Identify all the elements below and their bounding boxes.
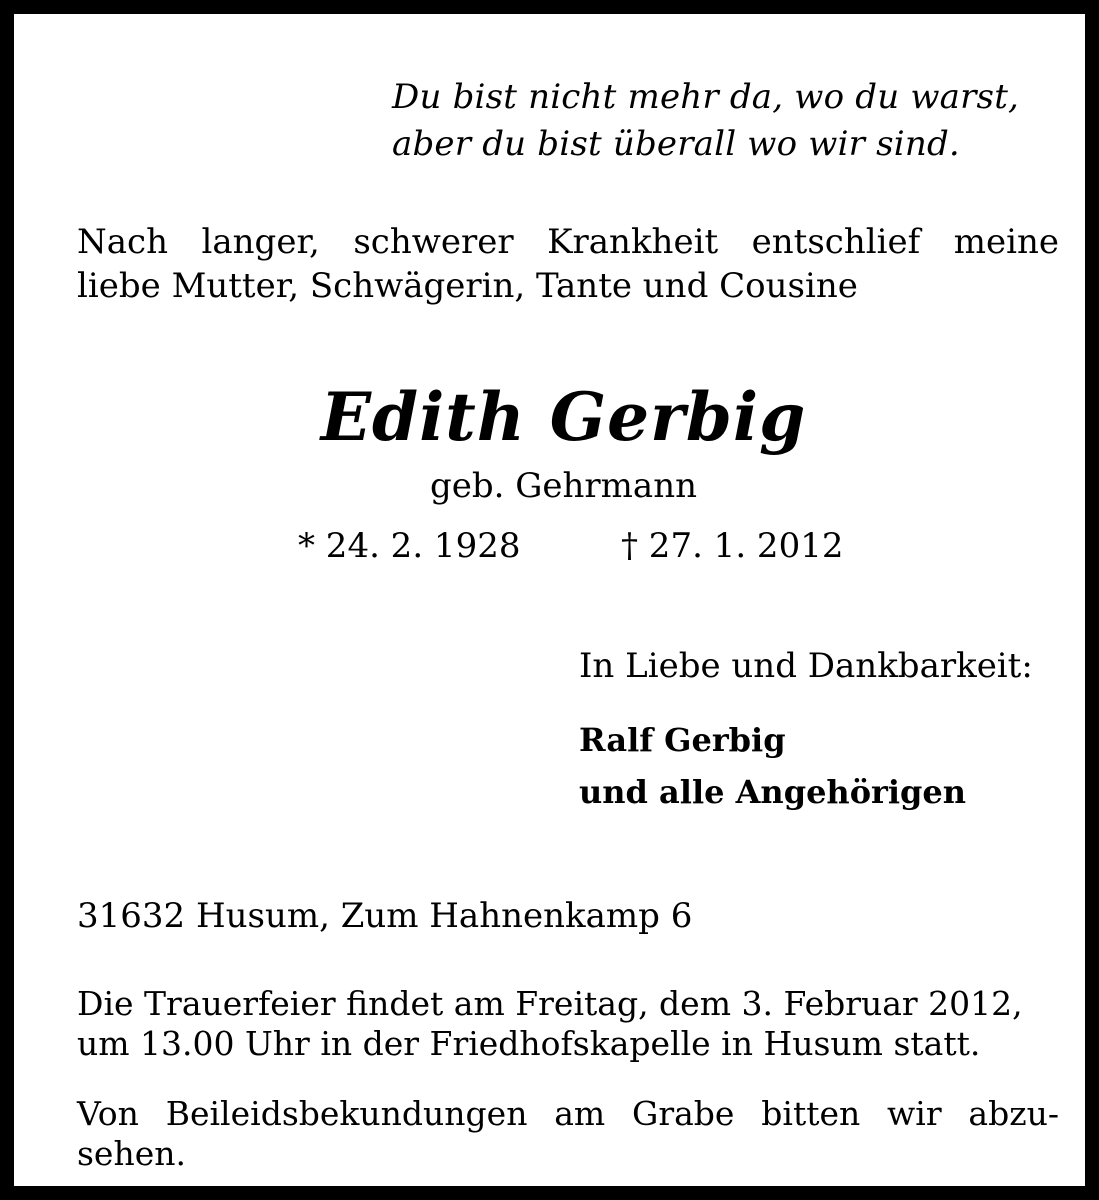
funeral-line-1: Die Trauerfeier findet am Freitag, dem 3. Februar 2012,: [77, 984, 1023, 1023]
condolences-notice: [77, 1094, 1059, 1174]
mourner-name: Ralf Gerbig: [579, 721, 786, 759]
birth-date: * 24. 2. 1928: [298, 526, 521, 566]
motto-quote: [392, 74, 1072, 168]
deceased-name: Edith Gerbig: [320, 378, 807, 456]
address: 31632 Husum, Zum Hahnenkamp 6: [77, 896, 693, 936]
mourner-relatives: und alle Angehörigen: [579, 773, 967, 811]
life-dates: [14, 524, 1099, 568]
motto-line-2: aber du bist überall wo wir sind.: [392, 124, 960, 164]
intro-line-2: liebe Mutter, Schwägerin, Tante und Cousine: [77, 266, 858, 306]
condolences-line-2: sehen.: [77, 1134, 186, 1173]
intro-text: [77, 220, 1059, 308]
funeral-line-2: um 13.00 Uhr in der Friedhofskapelle in Husum statt.: [77, 1024, 981, 1063]
mourners: [579, 714, 966, 818]
death-date: † 27. 1. 2012: [621, 526, 844, 566]
motto-line-1: Du bist nicht mehr da, wo du warst,: [392, 77, 1020, 117]
thanks-line: In Liebe und Dankbarkeit:: [579, 646, 1033, 686]
intro-line-1: Nach langer, schwerer Krankheit entschlief meine: [77, 222, 1059, 262]
funeral-notice: [77, 984, 1067, 1064]
maiden-name: geb. Gehrmann: [429, 466, 697, 506]
condolences-line-1: Von Beileidsbekundungen am Grabe bitten wir abzu-: [77, 1094, 1059, 1133]
